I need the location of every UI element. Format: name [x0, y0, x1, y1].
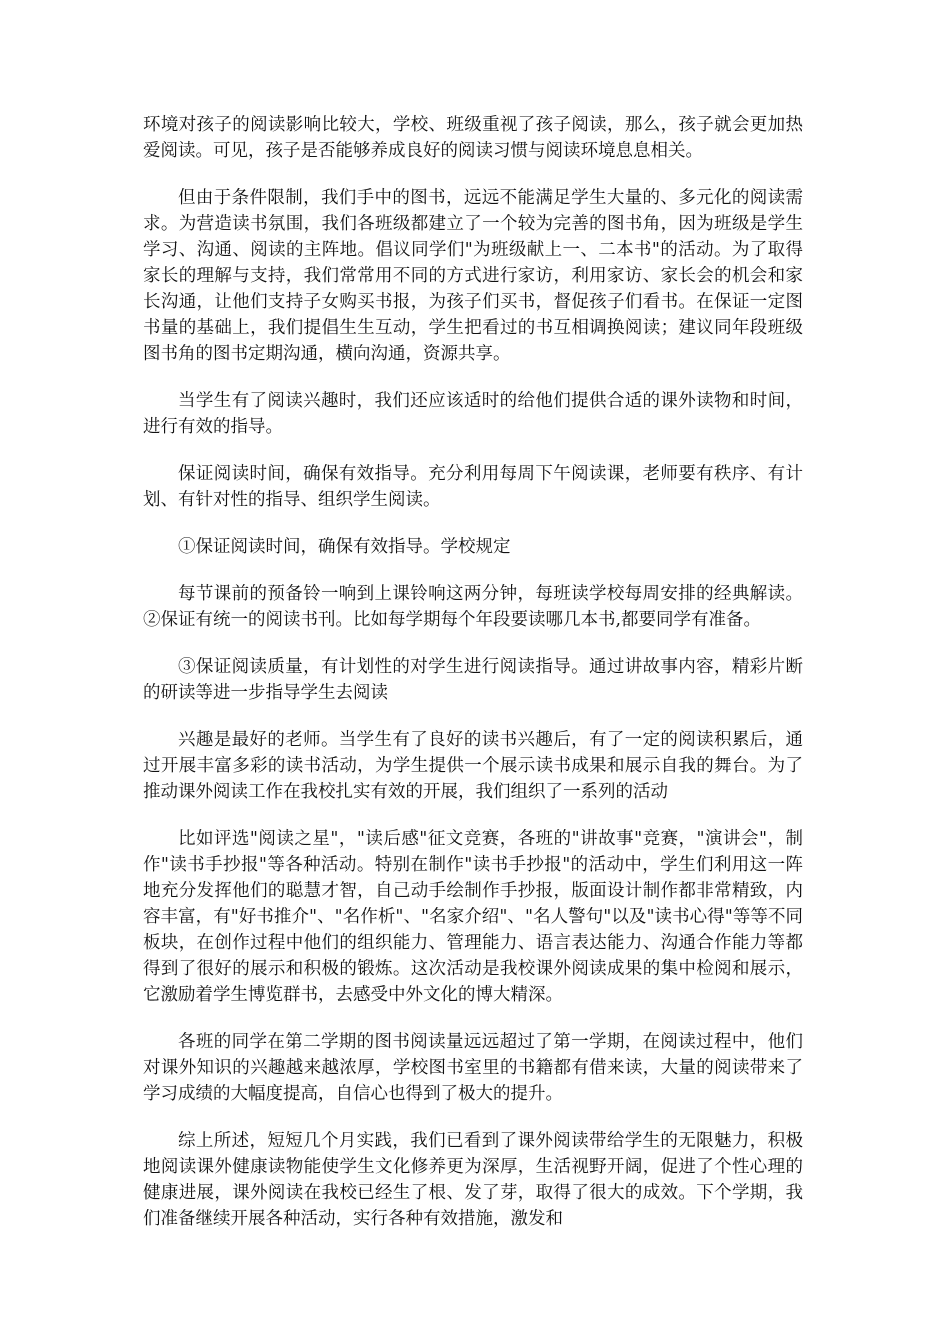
paragraph-2: 但由于条件限制，我们手中的图书，远远不能满足学生大量的、多元化的阅读需求。为营造读书氛围，我们各班级都建立了一个较为完善的图书角，因为班级是学生学习、沟通、阅读的主阵地。倡议同学们"为班级献上一、二本书"的活动。为了取得家长的理解与支持，我们常常用不同的方式进行家访，利用家访、家长会的机会和家长沟通，让他们支持子女购买书报，为孩子们买书，督促孩子们看书。在保证一定图书量的基础上，我们提倡生生互动，学生把看过的书互相调换阅读；建议同年段班级图书角的图书定期沟通，横向沟通，资源共享。 — [143, 188, 803, 364]
paragraph-3: 当学生有了阅读兴趣时，我们还应该适时的给他们提供合适的课外读物和时间，进行有效的指导。 — [143, 391, 803, 437]
paragraph-4: 保证阅读时间，确保有效指导。充分利用每周下午阅读课，老师要有秩序、有计划、有针对性的指导、组织学生阅读。 — [143, 464, 803, 510]
paragraph-6: 每节课前的预备铃一响到上课铃响这两分钟，每班读学校每周安排的经典解读。②保证有统一的阅读书刊。比如每学期每个年段要读哪几本书,都要同学有准备。 — [143, 584, 803, 630]
paragraph-8: 兴趣是最好的老师。当学生有了良好的读书兴趣后，有了一定的阅读积累后，通过开展丰富多彩的读书活动，为学生提供一个展示读书成果和展示自我的舞台。为了推动课外阅读工作在我校扎实有效的开展，我们组织了一系列的活动 — [143, 730, 803, 802]
paragraph-5: ①保证阅读时间，确保有效指导。学校规定 — [178, 537, 511, 557]
paragraph-9: 比如评选"阅读之星"，"读后感"征文竞赛，各班的"讲故事"竞赛，"演讲会"，制作"读书手抄报"等各种活动。特别在制作"读书手抄报"的活动中，学生们利用这一阵地充分发挥他们的聪慧才智，自己动手绘制作手抄报，版面设计制作都非常精致，内容丰富，有"好书推介"、"名作析"、"名家介绍"、"名人警句"以及"读书心得"等等不同板块，在创作过程中他们的组织能力、管理能力、语言表达能力、沟通合作能力等都得到了很好的展示和积极的锻炼。这次活动是我校课外阅读成果的集中检阅和展示，它激励着学生博览群书，去感受中外文化的博大精深。 — [143, 829, 803, 1005]
paragraph-11: 综上所述，短短几个月实践，我们已看到了课外阅读带给学生的无限魅力，积极地阅读课外健康读物能使学生文化修养更为深厚，生活视野开阔，促进了个性心理的健康进展，课外阅读在我校已经生了根、发了芽，取得了很大的成效。下个学期，我们准备继续开展各种活动，实行各种有效措施，激发和 — [143, 1131, 803, 1229]
paragraph-7: ③保证阅读质量，有计划性的对学生进行阅读指导。通过讲故事内容，精彩片断的研读等进一步指导学生去阅读 — [143, 657, 803, 703]
paragraph-1: 环境对孩子的阅读影响比较大，学校、班级重视了孩子阅读，那么，孩子就会更加热爱阅读。可见，孩子是否能够养成良好的阅读习惯与阅读环境息息相关。 — [143, 115, 803, 161]
document-body — [143, 112, 803, 1253]
paragraph-10: 各班的同学在第二学期的图书阅读量远远超过了第一学期，在阅读过程中，他们对课外知识的兴趣越来越浓厚，学校图书室里的书籍都有借来读，大量的阅读带来了学习成绩的大幅度提高，自信心也得到了极大的提升。 — [143, 1032, 803, 1104]
